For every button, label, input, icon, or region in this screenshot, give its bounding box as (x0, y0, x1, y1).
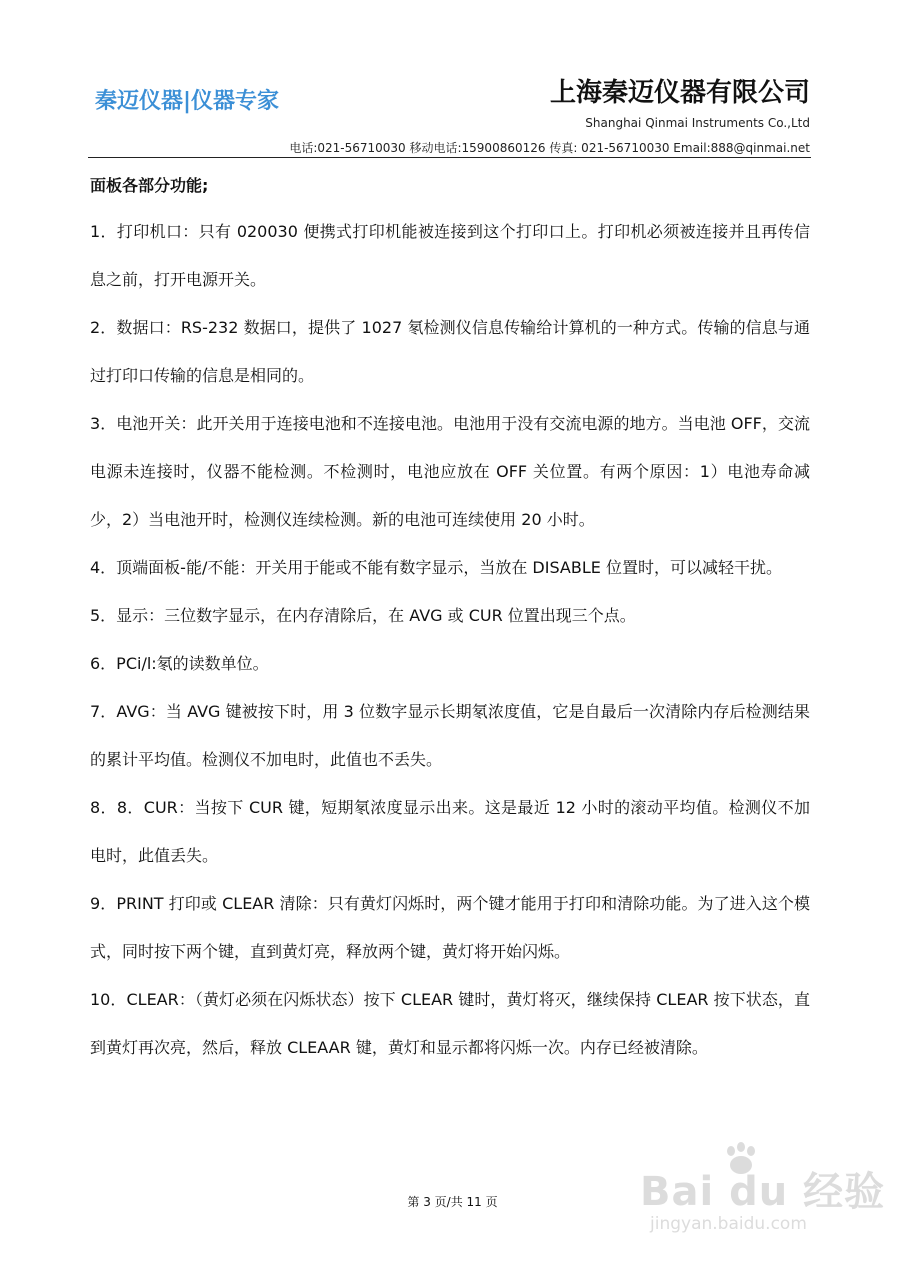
header-divider (88, 157, 811, 158)
list-item: 10．CLEAR：（黄灯必须在闪烁状态）按下 CLEAR 键时，黄灯将灭，继续保持 CLEAR 按下状态，直到黄灯再次亮，然后，释放 CLEAAR 键，黄灯和显示都将闪烁一次。内存已经被清除。 (90, 990, 810, 1057)
watermark-logo: Bai du 经验 (640, 1169, 886, 1215)
list-item: 8．8．CUR：当按下 CUR 键，短期氡浓度显示出来。这是最近 12 小时的滚动平均值。检测仪不加电时，此值丢失。 (90, 798, 810, 865)
watermark-url: jingyan.baidu.com (650, 1214, 807, 1234)
list-item: 7．AVG：当 AVG 键被按下时，用 3 位数字显示长期氡浓度值，它是自最后一次清除内存后检测结果的累计平均值。检测仪不加电时，此值也不丢失。 (90, 702, 810, 769)
contact-info: 电话:021-56710030 移动电话:15900860126 传真: 021-56710030 Email:888@qinmai.net (289, 141, 810, 155)
company-name-en: Shanghai Qinmai Instruments Co.,Ltd (585, 116, 810, 130)
company-name-cn: 上海秦迈仪器有限公司 (549, 78, 810, 108)
list-item: 4．顶端面板-能/不能：开关用于能或不能有数字显示，当放在 DISABLE 位置时，可以减轻干扰。 (90, 558, 782, 577)
baidu-watermark (640, 1140, 886, 1240)
page-number: 第 3 页/共 11 页 (407, 1195, 498, 1209)
list-item: 3．电池开关：此开关用于连接电池和不连接电池。电池用于没有交流电源的地方。当电池 OFF，交流电源未连接时，仪器不能检测。不检测时，电池应放在 OFF 关位置。有两个原因：1）电池寿命减少，2）当电池开时，检测仪连续检测。新的电池可连续使用 20 小时。 (90, 414, 810, 529)
list-item: 6．PCi/l:氡的读数单位。 (90, 654, 269, 673)
list-item: 9．PRINT 打印或 CLEAR 清除：只有黄灯闪烁时，两个键才能用于打印和清除功能。为了进入这个模式，同时按下两个键，直到黄灯亮，释放两个键，黄灯将开始闪烁。 (90, 894, 810, 961)
list-item: 2．数据口：RS-232 数据口，提供了 1027 氡检测仪信息传输给计算机的一种方式。传输的信息与通过打印口传输的信息是相同的。 (90, 318, 810, 385)
brand-slogan: 秦迈仪器|仪器专家 (95, 89, 280, 114)
section-title: 面板各部分功能; (90, 176, 209, 195)
document-body (90, 168, 810, 1072)
list-item: 5．显示：三位数字显示，在内存清除后，在 AVG 或 CUR 位置出现三个点。 (90, 606, 636, 625)
list-item: 1．打印机口：只有 020030 便携式打印机能被连接到这个打印口上。打印机必须被连接并且再传信息之前，打开电源开关。 (90, 222, 810, 289)
